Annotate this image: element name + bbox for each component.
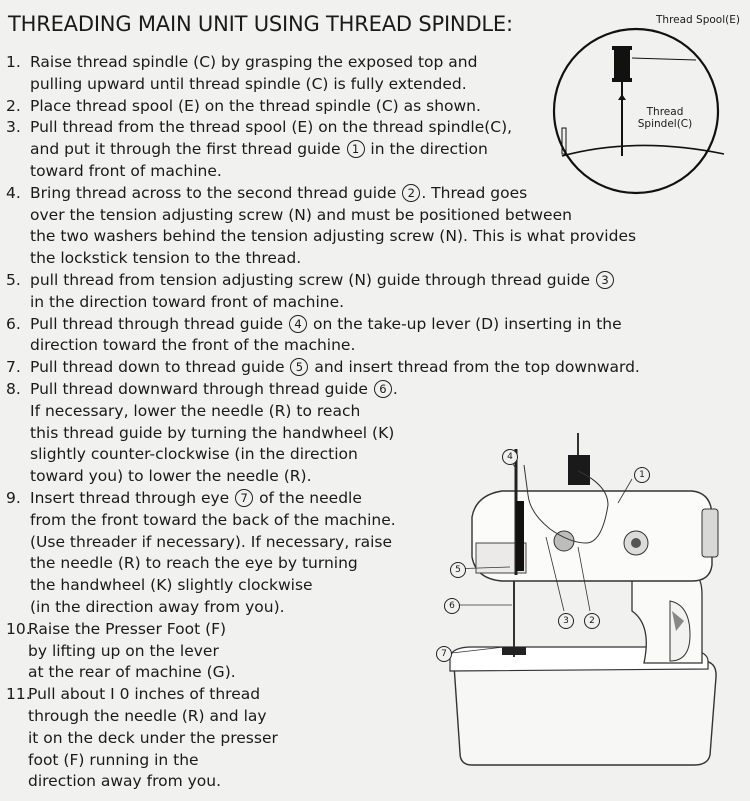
step-line	[30, 401, 398, 423]
step-line-text: and put it through the first thread guide	[30, 140, 341, 159]
step-item	[6, 270, 746, 314]
guide-1-callout: 1	[634, 467, 650, 483]
step-line-text-after: . Thread goes	[421, 183, 528, 202]
step-line-text: Place thread spool (E) on the thread spindle (C) as shown.	[30, 96, 481, 115]
guide-5-callout: 5	[450, 562, 466, 578]
step-line-text: Raise thread spindle (C) by grasping the exposed top and	[30, 53, 478, 71]
step-item	[6, 357, 746, 379]
step-line	[28, 750, 278, 772]
step-line-text: through the needle (R) and lay	[28, 706, 267, 725]
step-number: 3.	[6, 118, 21, 137]
step-line	[28, 662, 236, 684]
step-number: 7.	[6, 358, 21, 377]
step-line	[30, 52, 477, 74]
step-line	[30, 532, 396, 554]
step-line	[28, 619, 236, 641]
step-line-text: Insert thread through eye	[30, 488, 230, 507]
step-line-text: over the tension adjusting screw (N) and must be positioned between	[30, 205, 572, 224]
step-text	[28, 684, 278, 793]
thread-guide-number-icon: 3	[596, 271, 614, 289]
step-number: 5.	[6, 270, 21, 289]
thread-guide-number-icon: 7	[235, 489, 253, 507]
step-line	[30, 379, 398, 401]
step-line-text: Pull thread from the thread spool (E) on the thread spindle(C),	[30, 118, 513, 137]
step-line	[30, 466, 398, 488]
step-line-text: at the rear of machine (G).	[28, 663, 236, 682]
step-line	[30, 117, 512, 139]
guide-3-callout: 3	[558, 613, 574, 629]
step-line-text: Pull thread downward through thread guide	[30, 379, 368, 398]
guide-6-callout: 6	[444, 598, 460, 614]
step-line	[30, 248, 636, 270]
step-line	[30, 335, 622, 357]
step-line-text: slightly counter-clockwise (in the direction	[30, 445, 358, 464]
step-line-text: toward you) to lower the needle (R).	[30, 467, 312, 486]
sewing-machine-drawing	[432, 425, 750, 797]
page-title: THREADING MAIN UNIT USING THREAD SPINDLE:	[8, 12, 513, 36]
step-line	[28, 771, 278, 793]
step-line-text-after: on the take-up lever (D) inserting in the	[308, 314, 622, 333]
step-text	[30, 488, 396, 619]
step-line-text: the lockstick tension to the thread.	[30, 249, 302, 268]
step-line	[30, 183, 636, 205]
step-line	[28, 641, 236, 663]
step-text	[28, 619, 236, 684]
thread-spool-label: Thread Spool(E)	[656, 14, 740, 26]
step-text	[30, 52, 477, 96]
step-line-text-after: .	[392, 379, 398, 398]
step-line	[30, 205, 636, 227]
step-line-text: in the direction toward front of machine.	[30, 292, 345, 311]
step-line	[30, 488, 396, 510]
step-line	[30, 74, 477, 96]
step-line-text: from the front toward the back of the machine.	[30, 510, 396, 529]
step-line	[30, 139, 512, 161]
step-text	[30, 379, 398, 488]
step-line	[30, 161, 512, 183]
step-line-text: Bring thread across to the second thread guide	[30, 183, 397, 202]
step-line-text: direction toward the front of the machine.	[30, 336, 356, 355]
step-text	[30, 117, 512, 182]
step-line-text: the needle (R) to reach the eye by turning	[30, 554, 358, 573]
step-line-text: direction away from you.	[28, 772, 222, 791]
step-line-text: If necessary, lower the needle (R) to reach	[30, 401, 361, 420]
step-line	[28, 706, 278, 728]
step-line-text: this thread guide by turning the handwheel (K)	[30, 423, 395, 442]
guide-7-callout: 7	[436, 646, 452, 662]
step-line-text: toward front of machine.	[30, 161, 222, 180]
step-text	[30, 357, 640, 379]
step-number: 11.	[6, 685, 31, 704]
step-line-text: (in the direction away from you).	[30, 597, 285, 616]
step-line	[30, 96, 481, 118]
step-number: 8.	[6, 379, 21, 398]
thread-spindle-label-line1: Thread	[646, 106, 684, 118]
step-line-text: foot (F) running in the	[28, 750, 199, 769]
thread-guide-number-icon: 5	[290, 358, 308, 376]
step-number: 2.	[6, 96, 21, 115]
spool-spindle-illustration	[548, 8, 748, 198]
step-line	[30, 226, 636, 248]
thread-guide-number-icon: 1	[347, 140, 365, 158]
step-line	[28, 684, 278, 706]
step-line-text: Pull thread down to thread guide	[30, 358, 285, 377]
step-line-text: (Use threader if necessary). If necessary, raise	[30, 532, 392, 551]
step-text	[30, 314, 622, 358]
step-text	[30, 270, 615, 314]
step-line-text: Raise the Presser Foot (F)	[28, 619, 227, 638]
step-line-text-after: of the needle	[254, 488, 362, 507]
step-line	[30, 553, 396, 575]
step-line-text: the two washers behind the tension adjusting screw (N). This is what provides	[30, 227, 637, 246]
step-line	[30, 314, 622, 336]
step-line-text: pull thread from tension adjusting screw (N) guide through thread guide	[30, 270, 591, 289]
step-text	[30, 96, 481, 118]
step-item	[6, 314, 746, 358]
step-number: 1.	[6, 53, 21, 71]
thread-guide-number-icon: 6	[374, 380, 392, 398]
step-line-text: it on the deck under the presser	[28, 728, 278, 747]
step-text	[30, 183, 636, 270]
thread-spindle-label	[630, 106, 700, 130]
step-line-text: Pull thread through thread guide	[30, 314, 284, 333]
thread-guide-number-icon: 4	[289, 315, 307, 333]
step-line-text-after: and insert thread from the top downward.	[309, 358, 640, 377]
guide-2-callout: 2	[584, 613, 600, 629]
step-line	[30, 292, 615, 314]
step-number: 10.	[6, 619, 31, 638]
step-line	[30, 357, 640, 379]
step-number: 6.	[6, 314, 21, 333]
step-line	[30, 444, 398, 466]
step-line-text-after: in the direction	[365, 140, 488, 159]
guide-4-callout: 4	[502, 449, 518, 465]
step-number: 4.	[6, 183, 21, 202]
step-line	[30, 270, 615, 292]
thread-guide-number-icon: 2	[402, 184, 420, 202]
spool-spindle-diagram	[548, 8, 748, 198]
sewing-machine-illustration	[432, 425, 750, 797]
step-line-text: Pull about I 0 inches of thread	[28, 685, 261, 704]
step-line	[30, 510, 396, 532]
step-line-text: by lifting up on the lever	[28, 641, 219, 660]
step-line	[28, 728, 278, 750]
step-line	[30, 423, 398, 445]
step-line-text: the handwheel (K) slightly clockwise	[30, 576, 313, 595]
thread-spindle-label-line2: Spindel(C)	[637, 118, 693, 130]
step-line-text: pulling upward until thread spindle (C) is fully extended.	[30, 74, 467, 93]
step-line	[30, 597, 396, 619]
step-number: 9.	[6, 488, 21, 507]
step-line	[30, 575, 396, 597]
